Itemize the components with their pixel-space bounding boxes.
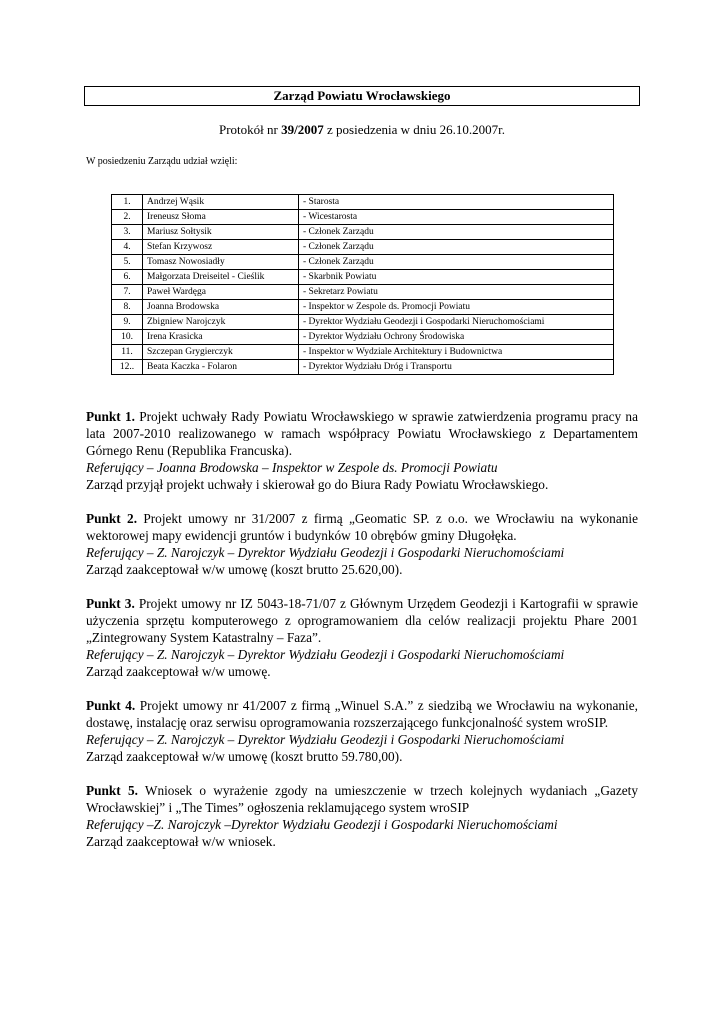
point-body: Wniosek o wyrażenie zgody na umieszczenie w trzech kolejnych wydaniach „Gazety Wrocławskiej” i „The Times” ogłoszenia reklamującego system wroSIP: [86, 783, 638, 815]
table-row: [112, 315, 614, 330]
member-name: Małgorzata Dreiseitel - Cieślik: [143, 270, 299, 285]
member-number: 4.: [112, 240, 143, 255]
table-row: [112, 360, 614, 375]
member-number: 8.: [112, 300, 143, 315]
member-name: Beata Kaczka - Folaron: [143, 360, 299, 375]
member-name: Tomasz Nowosiadły: [143, 255, 299, 270]
point-result: Zarząd zaakceptował w/w umowę (koszt brutto 25.620,00).: [86, 562, 403, 577]
member-number: 6.: [112, 270, 143, 285]
point-referent: Referujący – Z. Narojczyk – Dyrektor Wydziału Geodezji i Gospodarki Nieruchomościami: [86, 647, 565, 662]
member-number: 2.: [112, 210, 143, 225]
point-body: Projekt umowy nr 41/2007 z firmą „Winuel S.A.” z siedzibą we Wrocławiu na wykonanie, dostawę, instalację oraz serwisu oprogramowania rozszerzającego funkcjonalność system wroSIP.: [86, 698, 638, 730]
agenda-point-3: [86, 595, 638, 680]
attendance-intro: W posiedzeniu Zarządu udział wzięli:: [86, 156, 238, 167]
member-name: Paweł Wardęga: [143, 285, 299, 300]
member-number: 1.: [112, 195, 143, 210]
member-role: - Członek Zarządu: [299, 225, 614, 240]
member-role: - Dyrektor Wydziału Dróg i Transportu: [299, 360, 614, 375]
attendance-table: [111, 194, 614, 375]
agenda-point-5: [86, 782, 638, 850]
member-name: Joanna Brodowska: [143, 300, 299, 315]
point-label: Punkt 2.: [86, 511, 138, 526]
protocol-suffix: z posiedzenia w dniu 26.10.2007r.: [323, 122, 505, 137]
point-description: [86, 408, 638, 459]
table-row: [112, 240, 614, 255]
member-number: 10.: [112, 330, 143, 345]
point-description: [86, 697, 638, 731]
point-label: Punkt 3.: [86, 596, 135, 611]
point-label: Punkt 1.: [86, 409, 135, 424]
member-number: 11.: [112, 345, 143, 360]
member-name: Mariusz Sołtysik: [143, 225, 299, 240]
agenda-point-1: [86, 408, 638, 493]
point-body: Projekt umowy nr IZ 5043-18-71/07 z Głównym Urzędem Geodezji i Kartografii w sprawie użyczenia sprzętu komputerowego z oprogramowaniem dla celów realizacji projektu Phare 2001 „Zintegrowany System Katastralny – Faza”.: [86, 596, 638, 645]
point-description: [86, 782, 638, 816]
point-result: Zarząd zaakceptował w/w umowę (koszt brutto 59.780,00).: [86, 749, 403, 764]
member-role: - Dyrektor Wydziału Ochrony Środowiska: [299, 330, 614, 345]
point-referent: Referujący – Z. Narojczyk – Dyrektor Wydziału Geodezji i Gospodarki Nieruchomościami: [86, 732, 565, 747]
point-body: Projekt uchwały Rady Powiatu Wrocławskiego w sprawie zatwierdzenia programu pracy na lata 2007-2010 realizowanego w ramach współpracy Powiatu Wrocławskiego z Departamentem Górnego Renu (Republika Francuska).: [86, 409, 638, 458]
table-row: [112, 225, 614, 240]
member-role: - Inspektor w Wydziale Architektury i Budownictwa: [299, 345, 614, 360]
table-row: [112, 255, 614, 270]
member-role: - Członek Zarządu: [299, 240, 614, 255]
agenda-point-2: [86, 510, 638, 578]
agenda-point-4: [86, 697, 638, 765]
member-role: - Członek Zarządu: [299, 255, 614, 270]
member-role: - Sekretarz Powiatu: [299, 285, 614, 300]
point-label: Punkt 4.: [86, 698, 136, 713]
table-row: [112, 285, 614, 300]
point-result: Zarząd zaakceptował w/w umowę.: [86, 664, 271, 679]
point-description: [86, 510, 638, 544]
member-name: Stefan Krzywosz: [143, 240, 299, 255]
point-label: Punkt 5.: [86, 783, 138, 798]
table-row: [112, 345, 614, 360]
point-referent: Referujący – Joanna Brodowska – Inspektor w Zespole ds. Promocji Powiatu: [86, 460, 498, 475]
table-row: [112, 270, 614, 285]
member-number: 3.: [112, 225, 143, 240]
member-role: - Dyrektor Wydziału Geodezji i Gospodarki Nieruchomościami: [299, 315, 614, 330]
member-role: - Inspektor w Zespole ds. Promocji Powiatu: [299, 300, 614, 315]
point-description: [86, 595, 638, 646]
member-number: 9.: [112, 315, 143, 330]
table-row: [112, 300, 614, 315]
document-title: Zarząd Powiatu Wrocławskiego: [84, 86, 640, 106]
member-role: - Skarbnik Powiatu: [299, 270, 614, 285]
point-referent: Referujący –Z. Narojczyk –Dyrektor Wydziału Geodezji i Gospodarki Nieruchomościami: [86, 817, 558, 832]
table-row: [112, 210, 614, 225]
member-name: Irena Krasicka: [143, 330, 299, 345]
member-name: Ireneusz Słoma: [143, 210, 299, 225]
member-name: Szczepan Grygierczyk: [143, 345, 299, 360]
point-result: Zarząd zaakceptował w/w wniosek.: [86, 834, 276, 849]
table-row: [112, 330, 614, 345]
protocol-line: [0, 122, 724, 138]
point-result: Zarząd przyjął projekt uchwały i skierował go do Biura Rady Powiatu Wrocławskiego.: [86, 477, 549, 492]
member-name: Andrzej Wąsik: [143, 195, 299, 210]
member-number: 5.: [112, 255, 143, 270]
agenda-points: [86, 408, 638, 867]
point-referent: Referujący – Z. Narojczyk – Dyrektor Wydziału Geodezji i Gospodarki Nieruchomościami: [86, 545, 565, 560]
member-number: 12..: [112, 360, 143, 375]
table-row: [112, 195, 614, 210]
member-role: - Wicestarosta: [299, 210, 614, 225]
member-role: - Starosta: [299, 195, 614, 210]
point-body: Projekt umowy nr 31/2007 z firmą „Geomatic SP. z o.o. we Wrocławiu na wykonanie wektorowej mapy ewidencji gruntów i budynków 10 obrębów gminy Długołęka.: [86, 511, 638, 543]
protocol-prefix: Protokół nr: [219, 122, 282, 137]
member-number: 7.: [112, 285, 143, 300]
member-name: Zbigniew Narojczyk: [143, 315, 299, 330]
protocol-number: 39/2007: [281, 122, 324, 137]
